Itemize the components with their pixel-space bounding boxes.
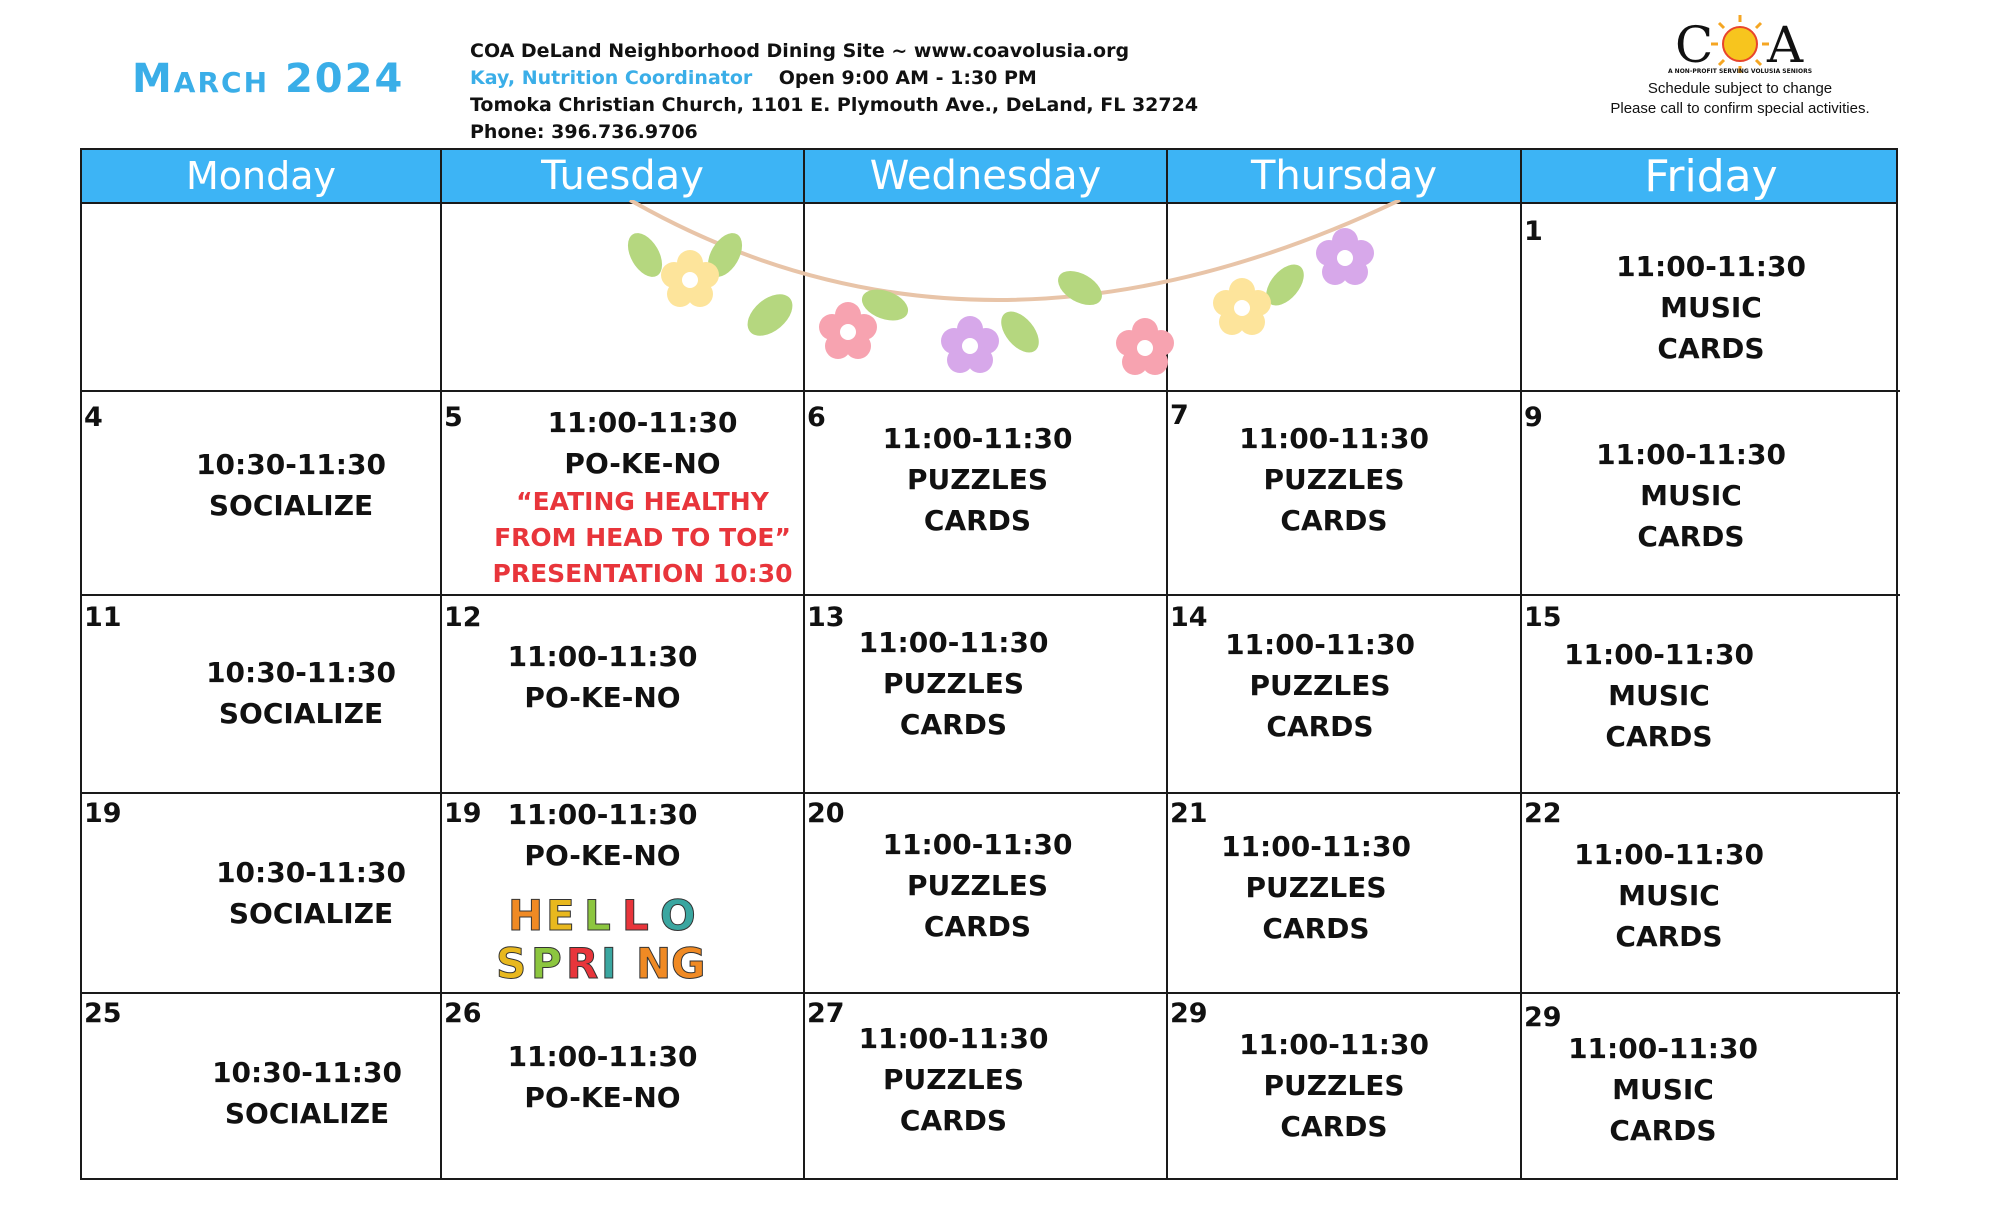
- calendar-cell: [442, 794, 805, 994]
- calendar-cell: [442, 392, 805, 596]
- activity-line: 11:00-11:30: [1221, 830, 1411, 863]
- special-event-line: PRESENTATION 10:30: [492, 559, 793, 588]
- calendar-cell: [442, 994, 805, 1180]
- day-number: 12: [444, 602, 482, 633]
- activity-list: [1474, 1028, 1852, 1151]
- activity-line: 10:30-11:30: [206, 656, 396, 689]
- hello-spring-letter: O: [660, 891, 696, 940]
- activity-line: 11:00-11:30: [547, 406, 738, 439]
- activity-line: CARDS: [1637, 520, 1745, 553]
- hello-spring-graphic: [488, 888, 718, 988]
- activity-line: MUSIC: [1660, 291, 1762, 324]
- calendar-cell: [805, 994, 1168, 1180]
- activity-list: [422, 794, 783, 876]
- activity-line: 11:00-11:30: [1239, 1028, 1429, 1061]
- activity-line: CARDS: [1262, 912, 1370, 945]
- address: Tomoka Christian Church, 1101 E. Plymouth Ave., DeLand, FL 32724: [470, 94, 1199, 116]
- activity-line: 10:30-11:30: [216, 856, 406, 889]
- activity-line: 11:00-11:30: [882, 828, 1073, 861]
- calendar-cell: [1168, 994, 1522, 1180]
- activity-line: 11:00-11:30: [1616, 250, 1806, 283]
- calendar-cell: [1522, 596, 1900, 794]
- activity-line: 11:00-11:30: [507, 798, 698, 831]
- day-number: 26: [444, 998, 482, 1029]
- activity-list: [797, 418, 1158, 541]
- calendar-cell: [82, 994, 442, 1180]
- activity-line: 11:00-11:30: [1564, 638, 1754, 671]
- activity-list: [1158, 1024, 1510, 1147]
- activity-list: [1522, 246, 1900, 369]
- calendar-cell: [1522, 392, 1900, 596]
- activity-line: 11:00-11:30: [882, 422, 1073, 455]
- svg-text:C: C: [1675, 16, 1714, 74]
- hours: Open 9:00 AM - 1:30 PM: [778, 67, 1037, 89]
- calendar-cell: [1168, 596, 1522, 794]
- activity-list: [1470, 634, 1848, 757]
- activity-line: 11:00-11:30: [858, 1022, 1049, 1055]
- day-number: 7: [1170, 400, 1189, 431]
- day-number: 6: [807, 402, 826, 433]
- activity-line: 11:00-11:30: [1596, 438, 1786, 471]
- day-number: 19: [444, 798, 482, 829]
- day-number: 27: [807, 998, 845, 1029]
- activity-list: [1502, 434, 1880, 557]
- calendar-cell: [805, 392, 1168, 596]
- hello-spring-letter: I: [601, 939, 617, 988]
- activity-line: 11:00-11:30: [507, 1040, 698, 1073]
- activity-line: CARDS: [1280, 1110, 1388, 1143]
- calendar-cell: [82, 392, 442, 596]
- activity-line: SOCIALIZE: [224, 1097, 390, 1130]
- activity-line: 10:30-11:30: [212, 1056, 402, 1089]
- activity-line: PO-KE-NO: [564, 447, 721, 480]
- activity-line: PUZZLES: [1245, 871, 1387, 904]
- activity-line: PUZZLES: [1263, 1069, 1405, 1102]
- calendar: [80, 148, 1898, 1180]
- calendar-cell: [805, 794, 1168, 994]
- hello-spring-letter: E: [546, 891, 575, 940]
- activity-list: [1158, 418, 1510, 541]
- day-number: 15: [1524, 602, 1562, 633]
- activity-line: CARDS: [923, 504, 1032, 537]
- calendar-cell: [82, 204, 442, 392]
- calendar-cell: [1522, 204, 1900, 392]
- logo-tagline: A NON-PROFIT SERVING VOLUSIA SENIORS: [1667, 68, 1813, 75]
- activity-line: SOCIALIZE: [208, 489, 374, 522]
- confirm-note: Please call to confirm special activities.: [1610, 100, 1870, 117]
- activity-list: [1140, 826, 1492, 949]
- hello-spring-letter: N: [636, 939, 672, 988]
- activity-list: [1480, 834, 1858, 957]
- activity-line: 11:00-11:30: [1574, 838, 1764, 871]
- coordinator-line: [470, 65, 1198, 92]
- activity-line: CARDS: [1615, 920, 1723, 953]
- calendar-cell: [805, 596, 1168, 794]
- activity-list: [797, 824, 1158, 947]
- activity-line: PUZZLES: [907, 463, 1048, 496]
- hello-spring-letter: G: [671, 939, 706, 988]
- activity-line: CARDS: [1280, 504, 1388, 537]
- day-number: 29: [1170, 998, 1208, 1029]
- activity-line: MUSIC: [1608, 679, 1710, 712]
- activity-line: 11:00-11:30: [858, 626, 1049, 659]
- activity-line: CARDS: [899, 708, 1008, 741]
- activity-line: 11:00-11:30: [1239, 422, 1429, 455]
- calendar-cell: [1168, 392, 1522, 596]
- weekday-header-friday: Friday: [1644, 150, 1778, 202]
- activity-line: 11:00-11:30: [507, 640, 698, 673]
- weekday-header-monday: Monday: [82, 150, 442, 202]
- site-info: [470, 38, 1198, 146]
- activity-line: CARDS: [1657, 332, 1765, 365]
- site-line: COA DeLand Neighborhood Dining Site ~ www.coavolusia.org: [470, 40, 1130, 62]
- day-number: 20: [807, 798, 845, 829]
- day-number: 25: [84, 998, 122, 1029]
- activity-list: [773, 1018, 1134, 1141]
- day-number: 21: [1170, 798, 1208, 829]
- calendar-cell: [1522, 994, 1900, 1180]
- activity-list: [1144, 624, 1496, 747]
- hello-spring-letter: R: [566, 939, 599, 988]
- calendar-cell: [82, 794, 442, 994]
- hello-spring-letter: P: [531, 939, 562, 988]
- day-number: 14: [1170, 602, 1208, 633]
- special-event-line: FROM HEAD TO TOE”: [494, 523, 791, 552]
- activity-line: PO-KE-NO: [524, 1081, 681, 1114]
- calendar-cell: [1168, 794, 1522, 994]
- coa-logo-mark: [1655, 14, 1825, 74]
- day-number: 1: [1524, 216, 1543, 247]
- activity-line: SOCIALIZE: [218, 697, 384, 730]
- hello-spring-letter: H: [508, 891, 544, 940]
- svg-text:A: A: [1767, 16, 1804, 74]
- weekday-header: [80, 148, 1898, 204]
- day-number: 13: [807, 602, 845, 633]
- day-number: 9: [1524, 402, 1543, 433]
- flower-garland-decoration: [620, 200, 1480, 400]
- activity-line: MUSIC: [1612, 1073, 1714, 1106]
- activity-line: CARDS: [923, 910, 1032, 943]
- hello-spring-letter: L: [622, 891, 649, 940]
- calendar-cell: [82, 596, 442, 794]
- activity-list: [462, 402, 823, 592]
- calendar-cell: [442, 596, 805, 794]
- hello-spring-letter: L: [584, 891, 611, 940]
- activity-line: CARDS: [1605, 720, 1713, 753]
- hello-spring-letter: S: [496, 939, 527, 988]
- activity-line: PO-KE-NO: [524, 681, 681, 714]
- activity-list: [773, 622, 1134, 745]
- special-event-line: “EATING HEALTHY: [516, 487, 769, 516]
- activity-line: PUZZLES: [1263, 463, 1405, 496]
- month-title: March 2024: [132, 56, 405, 102]
- weekday-header-thursday: Thursday: [1168, 150, 1522, 202]
- phone: Phone: 396.736.9706: [470, 121, 698, 143]
- activity-list: [422, 636, 783, 718]
- activity-line: 11:00-11:30: [1225, 628, 1415, 661]
- coordinator: Kay, Nutrition Coordinator: [470, 67, 753, 89]
- activity-line: PUZZLES: [1249, 669, 1391, 702]
- schedule-note: Schedule subject to change: [1647, 80, 1833, 97]
- day-number: 29: [1524, 1002, 1562, 1033]
- activity-line: PUZZLES: [883, 1063, 1024, 1096]
- activity-line: PUZZLES: [883, 667, 1024, 700]
- day-number: 22: [1524, 798, 1562, 829]
- activity-line: CARDS: [899, 1104, 1008, 1137]
- day-number: 11: [84, 602, 122, 633]
- day-number: 5: [444, 402, 463, 433]
- activity-line: CARDS: [1266, 710, 1374, 743]
- activity-line: PUZZLES: [907, 869, 1048, 902]
- activity-line: 11:00-11:30: [1568, 1032, 1758, 1065]
- weekday-header-tuesday: Tuesday: [442, 150, 805, 202]
- coa-logo: [1580, 14, 1900, 119]
- activity-line: SOCIALIZE: [228, 897, 394, 930]
- sun-icon: [1711, 15, 1769, 73]
- activity-list: [422, 1036, 783, 1118]
- activity-line: PO-KE-NO: [524, 839, 681, 872]
- activity-line: MUSIC: [1618, 879, 1720, 912]
- activity-line: MUSIC: [1640, 479, 1742, 512]
- activity-list: [112, 444, 470, 526]
- activity-line: CARDS: [1609, 1114, 1717, 1147]
- weekday-header-wednesday: Wednesday: [805, 150, 1168, 202]
- day-number: 4: [84, 402, 103, 433]
- day-number: 19: [84, 798, 122, 829]
- calendar-cell: [1522, 794, 1900, 994]
- activity-line: 10:30-11:30: [196, 448, 386, 481]
